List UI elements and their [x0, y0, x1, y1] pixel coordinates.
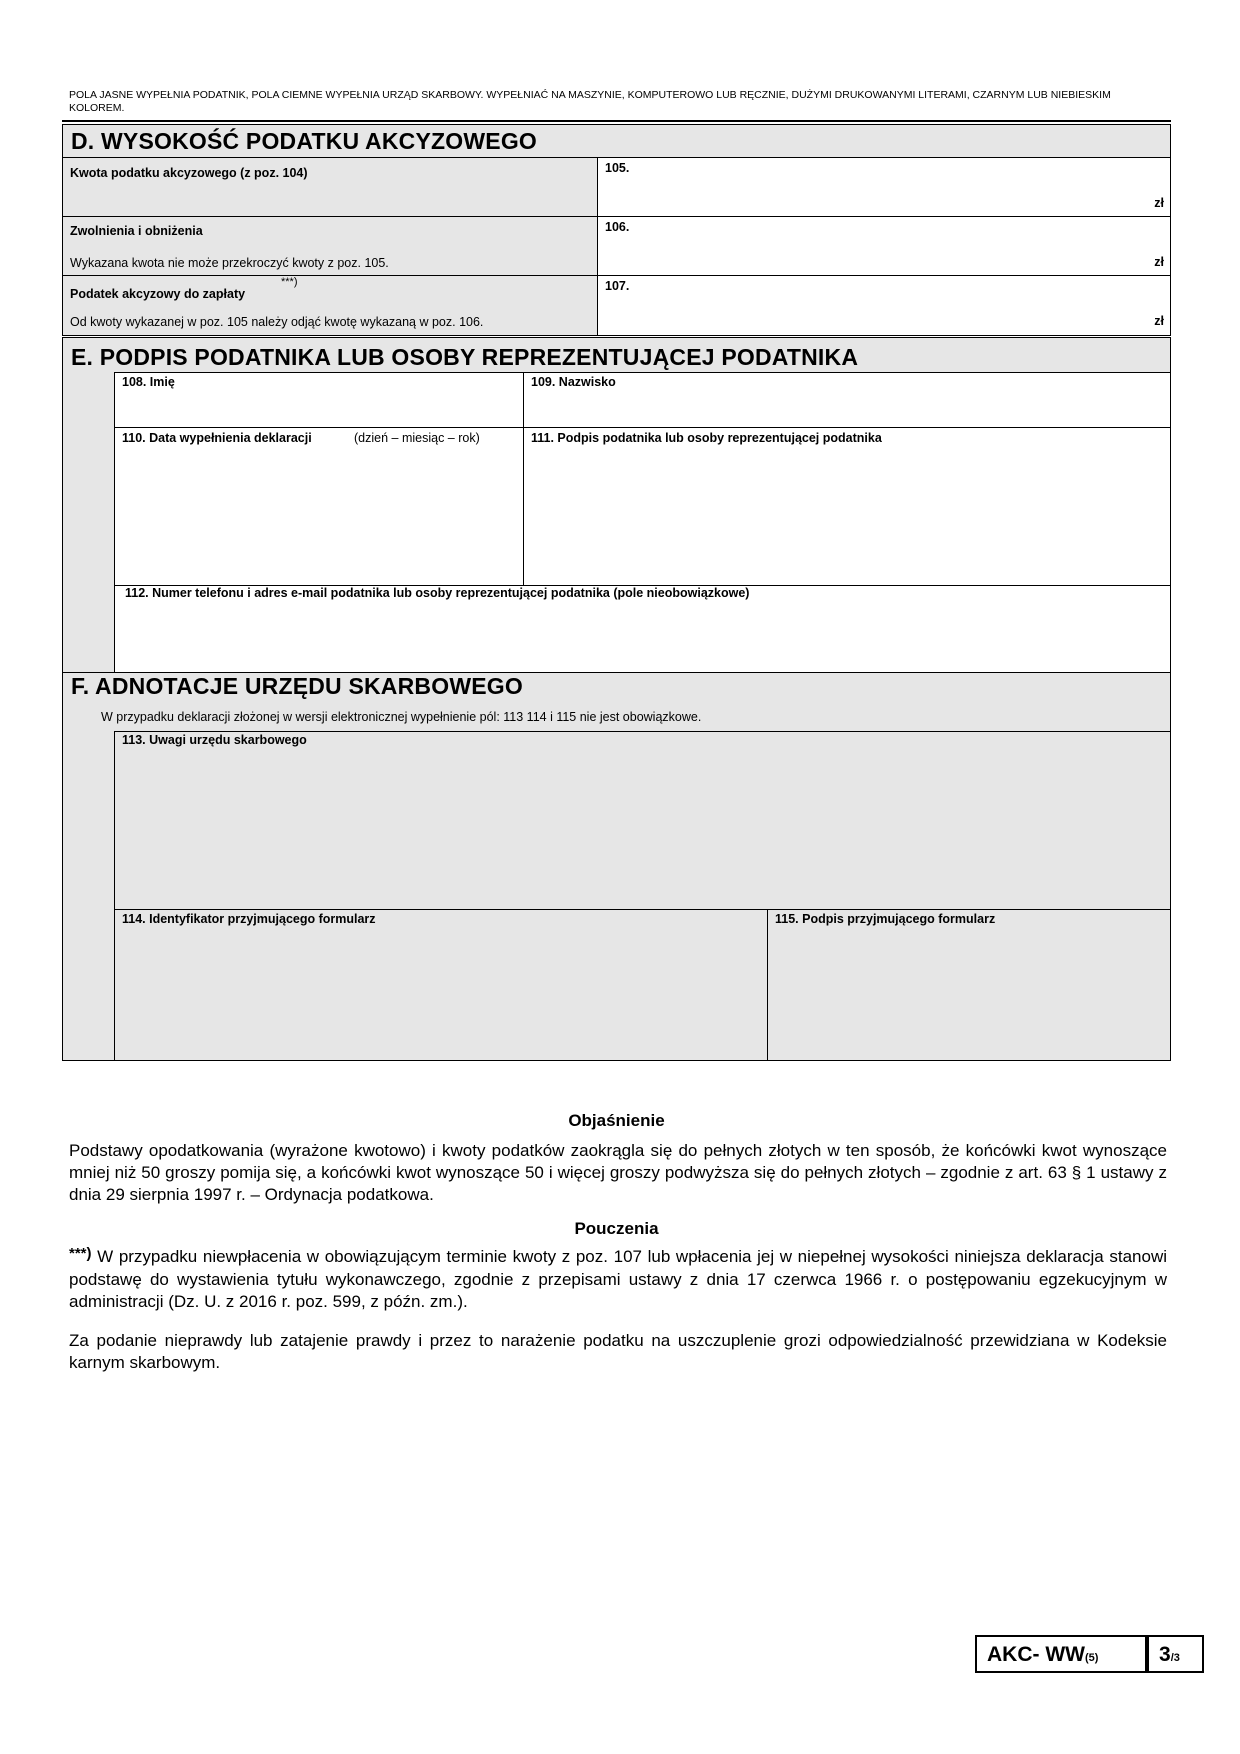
form-code-text: AKC- WW — [987, 1643, 1085, 1666]
row-105-label: Kwota podatku akcyzowego (z poz. 104) — [70, 166, 308, 180]
row-106-sublabel: Wykazana kwota nie może przekroczyć kwoty z poz. 105. — [70, 256, 389, 270]
page-number-box — [1147, 1635, 1204, 1673]
field-114-label: 114. Identyfikator przyjmującego formularz — [122, 912, 376, 926]
field-111-signature[interactable] — [523, 427, 1171, 586]
field-110-date[interactable] — [114, 427, 524, 586]
field-106-unit: zł — [1154, 255, 1164, 269]
field-111-label: 111. Podpis podatnika lub osoby reprezentującej podatnika — [531, 431, 882, 445]
row-107-sublabel: Od kwoty wykazanej w poz. 105 należy odjąć kwotę wykazaną w poz. 106. — [70, 315, 484, 329]
field-109-last-name[interactable] — [523, 372, 1171, 428]
field-105[interactable] — [597, 157, 1171, 217]
field-109-label: 109. Nazwisko — [531, 375, 616, 389]
section-f-title: F. ADNOTACJE URZĘDU SKARBOWEGO — [71, 673, 523, 699]
fill-instructions: POLA JASNE WYPEŁNIA PODATNIK, POLA CIEMNE WYPEŁNIA URZĄD SKARBOWY. WYPEŁNIAĆ NA MASZYNIE, KOMPUTEROWO LUB RĘCZNIE, DUŻYMI DRUKOWANYMI LITERAMI, CZARNYM LUB NIEBIESKIM KOLOREM. — [69, 89, 1111, 114]
field-107-unit: zł — [1154, 314, 1164, 328]
field-107[interactable] — [597, 275, 1171, 336]
row-106-label-cell — [62, 216, 598, 276]
field-107-number: 107. — [605, 279, 630, 293]
instructions-text-1: W przypadku niewpłacenia w obowiązującym terminie kwoty z poz. 107 lub wpłacenia jej w niepełnej wysokości niniejsza deklaracja stanowi podstawę do wystawienia tytułu wykonawczego, zgodnie z przepisami ustawy z dnia 17 czerwca 1966 r. o postępowaniu egzekucyjnym w administracji (Dz. U. z 2016 r. poz. 599, z późn. zm.). — [69, 1247, 1167, 1311]
section-f-note: W przypadku deklaracji złożonej w wersji elektronicznej wypełnienie pól: 113 114 i 115 nie jest obowiązkowe. — [101, 710, 702, 724]
field-110-hint: (dzień – miesiąc – rok) — [354, 431, 480, 445]
form-code-box — [975, 1635, 1147, 1673]
instructions-heading: Pouczenia — [574, 1219, 659, 1238]
field-113-remarks — [114, 731, 1171, 910]
page-total: /3 — [1170, 1652, 1180, 1664]
field-108-first-name[interactable] — [114, 372, 524, 428]
field-113-label: 113. Uwagi urzędu skarbowego — [122, 733, 307, 747]
row-107-label-cell — [62, 275, 598, 336]
section-d-header — [62, 124, 1171, 158]
instructions-paragraph-1 — [69, 1246, 1167, 1313]
form-version: (5) — [1084, 1652, 1099, 1664]
instructions-text-2: Za podanie nieprawdy lub zatajenie prawdy i przez to narażenie podatku na uszczuplenie grozi odpowiedzialność przewidziana w Kodeksie karnym skarbowym. — [69, 1331, 1167, 1372]
row-107-label: Podatek akcyzowy do zapłaty — [70, 287, 246, 301]
field-105-unit: zł — [1154, 196, 1164, 210]
field-106[interactable] — [597, 216, 1171, 276]
explanation-heading: Objaśnienie — [568, 1111, 665, 1130]
row-105-label-cell — [62, 157, 598, 217]
field-110-label: 110. Data wypełnienia deklaracji — [122, 431, 312, 445]
form-code — [987, 1643, 1098, 1667]
field-106-number: 106. — [605, 220, 630, 234]
field-115-label: 115. Podpis przyjmującego formularz — [775, 912, 996, 926]
row-107-footnote-mark: ***) — [281, 276, 298, 288]
section-e-title: E. PODPIS PODATNIKA LUB OSOBY REPREZENTUJĄCEJ PODATNIKA — [71, 344, 859, 370]
field-105-number: 105. — [605, 161, 630, 175]
field-108-label: 108. Imię — [122, 375, 175, 389]
top-divider — [62, 120, 1171, 122]
field-112-label: 112. Numer telefonu i adres e-mail podatnika lub osoby reprezentującej podatnika (pole nieobowiązkowe) — [125, 586, 750, 600]
page-number — [1159, 1643, 1180, 1667]
page-current: 3 — [1159, 1643, 1171, 1666]
row-106-label: Zwolnienia i obniżenia — [70, 224, 203, 238]
section-d-title: D. WYSOKOŚĆ PODATKU AKCYZOWEGO — [71, 128, 537, 154]
instructions-footnote-mark: ***) — [69, 1245, 92, 1262]
field-115-receiver-signature — [767, 909, 1171, 1061]
field-112-contact[interactable] — [114, 585, 1171, 673]
explanation-text: Podstawy opodatkowania (wyrażone kwotowo) i kwoty podatków zaokrągla się do pełnych złotych w ten sposób, że końcówki kwot wynoszące mniej niż 50 groszy pomija się, a końcówki kwot wynoszące 50 i więcej groszy podwyższa się do pełnych złotych – zgodnie z art. 63 § 1 ustawy z dnia 29 sierpnia 1997 r. – Ordynacja podatkowa. — [69, 1141, 1167, 1204]
field-114-receiver-id — [114, 909, 768, 1061]
